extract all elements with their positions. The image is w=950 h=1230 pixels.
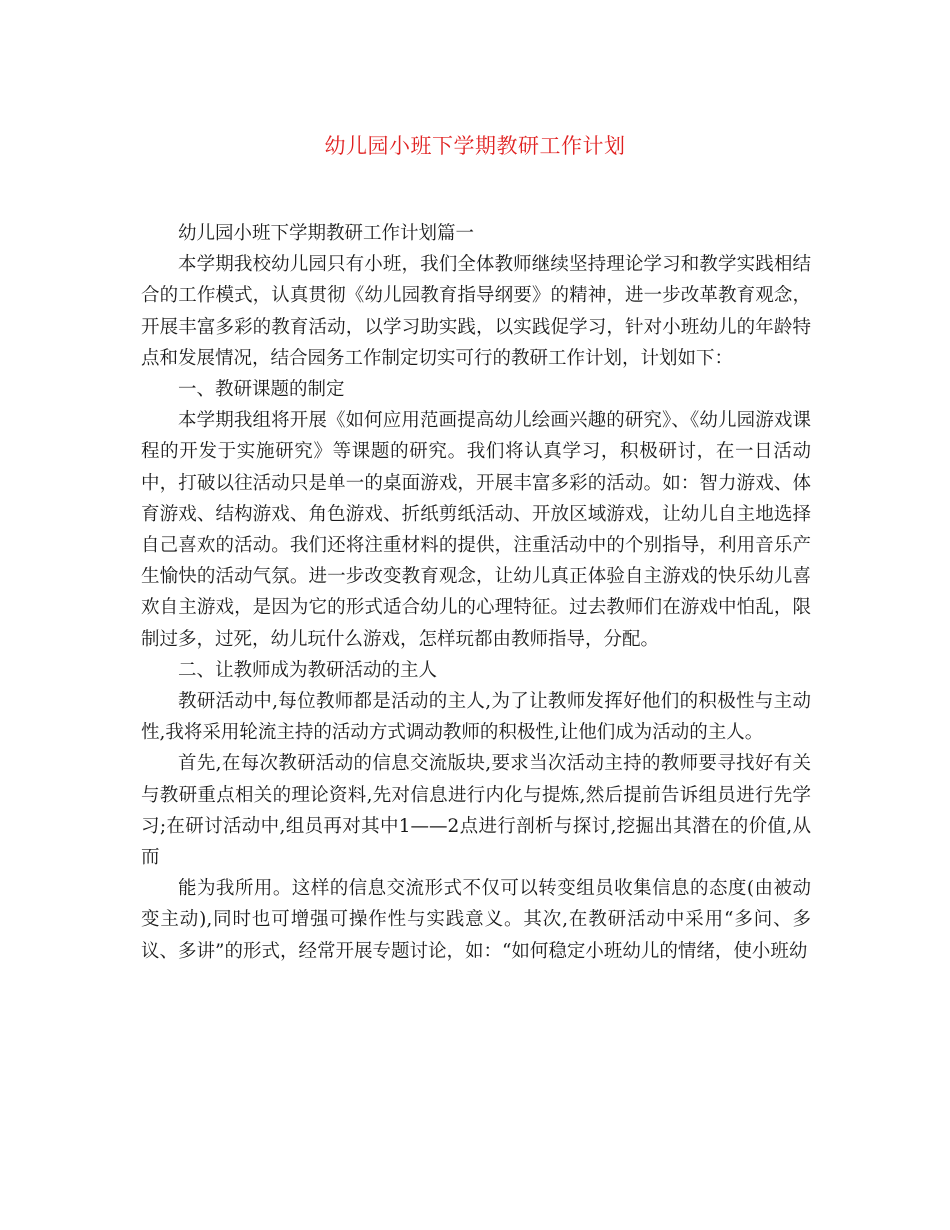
section-heading-2: 二、让教师成为教研活动的主人	[178, 659, 438, 681]
intro-paragraph: 本学期我校幼儿园只有小班，我们全体教师继续坚持理论学习和教学实践相结合的工作模式，认真贯彻《幼儿园教育指导纲要》的精神，进一步改革教育观念，开展丰富多彩的教育活动，以学习助实践，以实践促学习，针对小班幼儿的年龄特点和发展情况，结合园务工作制定切实可行的教研工作计划，计划如下：	[141, 254, 811, 369]
document-body	[141, 218, 811, 967]
section-1-paragraph: 本学期我组将开展《如何应用范画提高幼儿绘画兴趣的研究》、《幼儿园游戏课程的开发于实施研究》等课题的研究。我们将认真学习，积极研讨，在一日活动中，打破以往活动只是单一的桌面游戏，开展丰富多彩的活动。如：智力游戏、体育游戏、结构游戏、角色游戏、折纸剪纸活动、开放区域游戏，让幼儿自主地选择自己喜欢的活动。我们还将注重材料的提供，注重活动中的个别指导，利用音乐产生愉快的活动气氛。进一步改变教育观念，让幼儿真正体验自主游戏的快乐幼儿喜欢自主游戏，是因为它的形式适合幼儿的心理特征。过去教师们在游戏中怕乱，限制过多，过死，幼儿玩什么游戏，怎样玩都由教师指导，分配。	[141, 410, 811, 650]
section-2-paragraph-1: 教研活动中,每位教师都是活动的主人,为了让教师发挥好他们的积极性与主动性,我将采用轮流主持的活动方式调动教师的积极性,让他们成为活动的主人。	[141, 691, 811, 744]
section-heading-1: 一、教研课题的制定	[178, 379, 345, 401]
section-2-paragraph-2: 首先,在每次教研活动的信息交流版块,要求当次活动主持的教师要寻找好有关与教研重点相关的理论资料,先对信息进行内化与提炼,然后提前告诉组员进行先学习;在研讨活动中,组员再对其中1——2点进行剖析与探讨,挖掘出其潜在的价值,从而	[141, 753, 811, 869]
section-2-paragraph-3: 能为我所用。这样的信息交流形式不仅可以转变组员收集信息的态度(由被动变主动),同时也可增强可操作性与实践意义。其次,在教研活动中采用“多问、多议、多讲”的形式，经常开展专题讨论，如：“如何稳定小班幼儿的情绪，使小班幼	[141, 878, 811, 962]
document-title: 幼儿园小班下学期教研工作计划	[324, 134, 626, 158]
section-subtitle: 幼儿园小班下学期教研工作计划篇一	[178, 223, 475, 244]
